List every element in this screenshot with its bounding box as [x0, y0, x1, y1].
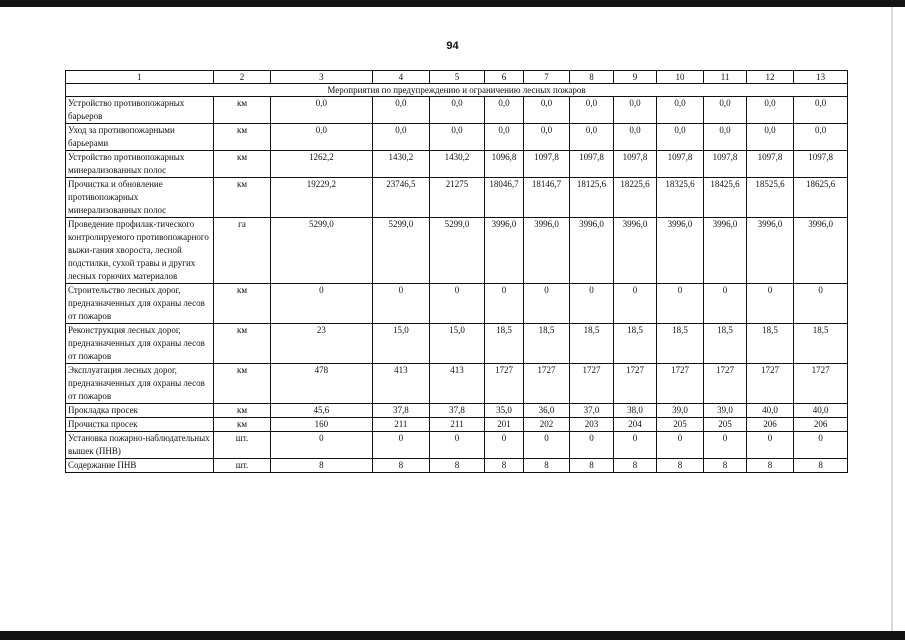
- measure-value: 0: [484, 432, 523, 459]
- measure-value: 40,0: [794, 404, 848, 418]
- table-row: [66, 404, 848, 418]
- measure-value: 0,0: [569, 97, 614, 124]
- column-number: 1: [66, 71, 214, 84]
- section-title: Мероприятия по предупреждению и ограничению лесных пожаров: [66, 84, 848, 97]
- column-number: 6: [484, 71, 523, 84]
- table-row: [66, 284, 848, 324]
- measure-value: 3996,0: [614, 218, 656, 284]
- measure-value: 0: [794, 284, 848, 324]
- measure-value: 0: [656, 284, 704, 324]
- measure-value: 5299,0: [271, 218, 372, 284]
- measure-value: 0,0: [656, 124, 704, 151]
- measure-value: 1097,8: [569, 151, 614, 178]
- measure-value: 3996,0: [704, 218, 746, 284]
- measure-value: 211: [372, 418, 430, 432]
- measure-name: Устройство противопожарных минерализованных полос: [66, 151, 214, 178]
- page-number: 94: [446, 40, 459, 52]
- measure-value: 8: [746, 459, 794, 473]
- measure-value: 1430,2: [430, 151, 485, 178]
- measure-value: 15,0: [430, 324, 485, 364]
- table-row: [66, 218, 848, 284]
- measure-value: 0: [704, 432, 746, 459]
- measure-name: Прочистка и обновление противопожарных минерализованных полос: [66, 178, 214, 218]
- measure-value: 0: [569, 432, 614, 459]
- measure-value: 0,0: [271, 124, 372, 151]
- column-number: 10: [656, 71, 704, 84]
- measure-value: 0: [794, 432, 848, 459]
- section-row: [66, 84, 848, 97]
- measure-value: 8: [569, 459, 614, 473]
- measure-name: Содержание ПНВ: [66, 459, 214, 473]
- measure-value: 0,0: [746, 124, 794, 151]
- measure-value: 0: [614, 284, 656, 324]
- measure-value: 0,0: [372, 124, 430, 151]
- measure-value: 0,0: [569, 124, 614, 151]
- measure-value: 21275: [430, 178, 485, 218]
- measure-value: 0: [372, 432, 430, 459]
- table-row: [66, 178, 848, 218]
- measure-value: 18046,7: [484, 178, 523, 218]
- measure-value: 18,5: [569, 324, 614, 364]
- measure-name: Эксплуатация лесных дорог, предназначенных для охраны лесов от пожаров: [66, 364, 214, 404]
- measure-value: 37,8: [430, 404, 485, 418]
- measure-name: Уход за противопожарными барьерами: [66, 124, 214, 151]
- measure-value: 0,0: [746, 97, 794, 124]
- measure-value: 37,0: [569, 404, 614, 418]
- measure-value: 18,5: [794, 324, 848, 364]
- table-row: [66, 324, 848, 364]
- measure-value: 0,0: [372, 97, 430, 124]
- measure-value: 413: [430, 364, 485, 404]
- measure-value: 3996,0: [524, 218, 570, 284]
- measure-value: 0: [569, 284, 614, 324]
- measure-value: 3996,0: [746, 218, 794, 284]
- measure-value: 18,5: [704, 324, 746, 364]
- measure-value: 205: [704, 418, 746, 432]
- column-number: 4: [372, 71, 430, 84]
- measure-value: 18,5: [614, 324, 656, 364]
- table-body: [66, 71, 848, 473]
- measure-unit: км: [213, 404, 271, 418]
- measure-value: 0: [271, 432, 372, 459]
- measure-value: 0,0: [430, 97, 485, 124]
- measure-value: 1727: [569, 364, 614, 404]
- scan-top-edge: [0, 0, 905, 7]
- measure-value: 0: [271, 284, 372, 324]
- measure-value: 37,8: [372, 404, 430, 418]
- measure-unit: км: [213, 97, 271, 124]
- scan-bottom-edge: [0, 631, 905, 640]
- measure-value: 211: [430, 418, 485, 432]
- column-number: 3: [271, 71, 372, 84]
- measure-value: 23746,5: [372, 178, 430, 218]
- measure-unit: га: [213, 218, 271, 284]
- table-row: [66, 97, 848, 124]
- column-number-row: [66, 71, 848, 84]
- measure-value: 202: [524, 418, 570, 432]
- measure-value: 0,0: [524, 124, 570, 151]
- measure-value: 18,5: [524, 324, 570, 364]
- measure-value: 1096,8: [484, 151, 523, 178]
- measure-value: 3996,0: [569, 218, 614, 284]
- table-row: [66, 432, 848, 459]
- measure-value: 3996,0: [484, 218, 523, 284]
- measure-name: Строительство лесных дорог, предназначенных для охраны лесов от пожаров: [66, 284, 214, 324]
- measure-value: 18,5: [746, 324, 794, 364]
- measure-value: 18,5: [656, 324, 704, 364]
- measure-value: 23: [271, 324, 372, 364]
- measure-value: 0: [430, 432, 485, 459]
- measure-value: 8: [372, 459, 430, 473]
- column-number: 11: [704, 71, 746, 84]
- measure-value: 1262,2: [271, 151, 372, 178]
- forest-fire-measures-table: [65, 70, 848, 473]
- column-number: 13: [794, 71, 848, 84]
- measure-value: 0: [656, 432, 704, 459]
- measure-name: Устройство противопожарных барьеров: [66, 97, 214, 124]
- measure-value: 38,0: [614, 404, 656, 418]
- measure-value: 1727: [656, 364, 704, 404]
- measure-value: 18125,6: [569, 178, 614, 218]
- measure-value: 0: [746, 284, 794, 324]
- measure-value: 15,0: [372, 324, 430, 364]
- table-row: [66, 124, 848, 151]
- measure-value: 1097,8: [656, 151, 704, 178]
- measure-value: 0,0: [656, 97, 704, 124]
- measure-value: 18225,6: [614, 178, 656, 218]
- measure-value: 19229,2: [271, 178, 372, 218]
- measure-value: 160: [271, 418, 372, 432]
- measure-value: 203: [569, 418, 614, 432]
- measure-value: 8: [271, 459, 372, 473]
- measure-value: 206: [794, 418, 848, 432]
- measure-unit: км: [213, 124, 271, 151]
- measure-unit: шт.: [213, 459, 271, 473]
- measure-unit: км: [213, 178, 271, 218]
- measure-value: 1727: [746, 364, 794, 404]
- measure-value: 3996,0: [794, 218, 848, 284]
- column-number: 5: [430, 71, 485, 84]
- measure-value: 0,0: [614, 124, 656, 151]
- column-number: 12: [746, 71, 794, 84]
- measure-value: 204: [614, 418, 656, 432]
- measure-value: 206: [746, 418, 794, 432]
- measure-value: 0,0: [614, 97, 656, 124]
- measure-value: 8: [430, 459, 485, 473]
- measure-value: 18525,6: [746, 178, 794, 218]
- measure-value: 3996,0: [656, 218, 704, 284]
- measure-value: 5299,0: [430, 218, 485, 284]
- measure-value: 1430,2: [372, 151, 430, 178]
- measure-value: 1097,8: [524, 151, 570, 178]
- measure-value: 1727: [794, 364, 848, 404]
- measure-value: 1097,8: [746, 151, 794, 178]
- column-number: 7: [524, 71, 570, 84]
- measure-name: Прочистка просек: [66, 418, 214, 432]
- table-row: [66, 364, 848, 404]
- measure-value: 40,0: [746, 404, 794, 418]
- measure-value: 0,0: [704, 124, 746, 151]
- measure-value: 0,0: [430, 124, 485, 151]
- measure-unit: км: [213, 151, 271, 178]
- measure-value: 0: [614, 432, 656, 459]
- measure-value: 0,0: [484, 124, 523, 151]
- measure-value: 0: [430, 284, 485, 324]
- measure-unit: км: [213, 418, 271, 432]
- measure-value: 45,6: [271, 404, 372, 418]
- measure-value: 8: [484, 459, 523, 473]
- measure-name: Проведение профилак-тического контролируемого противопожарного выжи-гания хвороста, лесной подстилки, сухой травы и других лесных горючих материалов: [66, 218, 214, 284]
- measure-value: 0: [704, 284, 746, 324]
- column-number: 2: [213, 71, 271, 84]
- measure-value: 8: [704, 459, 746, 473]
- table-row: [66, 418, 848, 432]
- measure-value: 0: [524, 284, 570, 324]
- column-number: 9: [614, 71, 656, 84]
- measure-value: 1097,8: [794, 151, 848, 178]
- measure-value: 18425,6: [704, 178, 746, 218]
- measure-value: 18,5: [484, 324, 523, 364]
- measure-unit: км: [213, 324, 271, 364]
- measure-unit: км: [213, 284, 271, 324]
- table-row: [66, 151, 848, 178]
- measure-name: Реконструкция лесных дорог, предназначенных для охраны лесов от пожаров: [66, 324, 214, 364]
- measure-name: Установка пожарно-наблюдательных вышек (ПНВ): [66, 432, 214, 459]
- measure-name: Прокладка просек: [66, 404, 214, 418]
- measure-value: 0: [484, 284, 523, 324]
- measure-value: 1727: [524, 364, 570, 404]
- measure-value: 36,0: [524, 404, 570, 418]
- measure-value: 35,0: [484, 404, 523, 418]
- table-row: [66, 459, 848, 473]
- measure-value: 0,0: [704, 97, 746, 124]
- measure-value: 39,0: [656, 404, 704, 418]
- measure-value: 0: [524, 432, 570, 459]
- measure-value: 8: [524, 459, 570, 473]
- measure-value: 1097,8: [704, 151, 746, 178]
- measure-value: 8: [656, 459, 704, 473]
- measure-value: 1097,8: [614, 151, 656, 178]
- measure-value: 0,0: [524, 97, 570, 124]
- measure-value: 1727: [614, 364, 656, 404]
- measure-unit: км: [213, 364, 271, 404]
- measure-value: 0: [372, 284, 430, 324]
- measure-unit: шт.: [213, 432, 271, 459]
- measure-value: 1727: [704, 364, 746, 404]
- measure-value: 0,0: [484, 97, 523, 124]
- measure-value: 478: [271, 364, 372, 404]
- measure-value: 8: [614, 459, 656, 473]
- scan-right-edge: [891, 7, 893, 631]
- measure-value: 8: [794, 459, 848, 473]
- measure-value: 0,0: [271, 97, 372, 124]
- measure-value: 1727: [484, 364, 523, 404]
- measure-value: 39,0: [704, 404, 746, 418]
- measure-value: 0: [746, 432, 794, 459]
- measure-value: 18146,7: [524, 178, 570, 218]
- measure-value: 18325,6: [656, 178, 704, 218]
- measure-value: 205: [656, 418, 704, 432]
- measure-value: 5299,0: [372, 218, 430, 284]
- column-number: 8: [569, 71, 614, 84]
- measure-value: 0,0: [794, 97, 848, 124]
- measure-value: 0,0: [794, 124, 848, 151]
- measure-value: 201: [484, 418, 523, 432]
- measure-value: 18625,6: [794, 178, 848, 218]
- measure-value: 413: [372, 364, 430, 404]
